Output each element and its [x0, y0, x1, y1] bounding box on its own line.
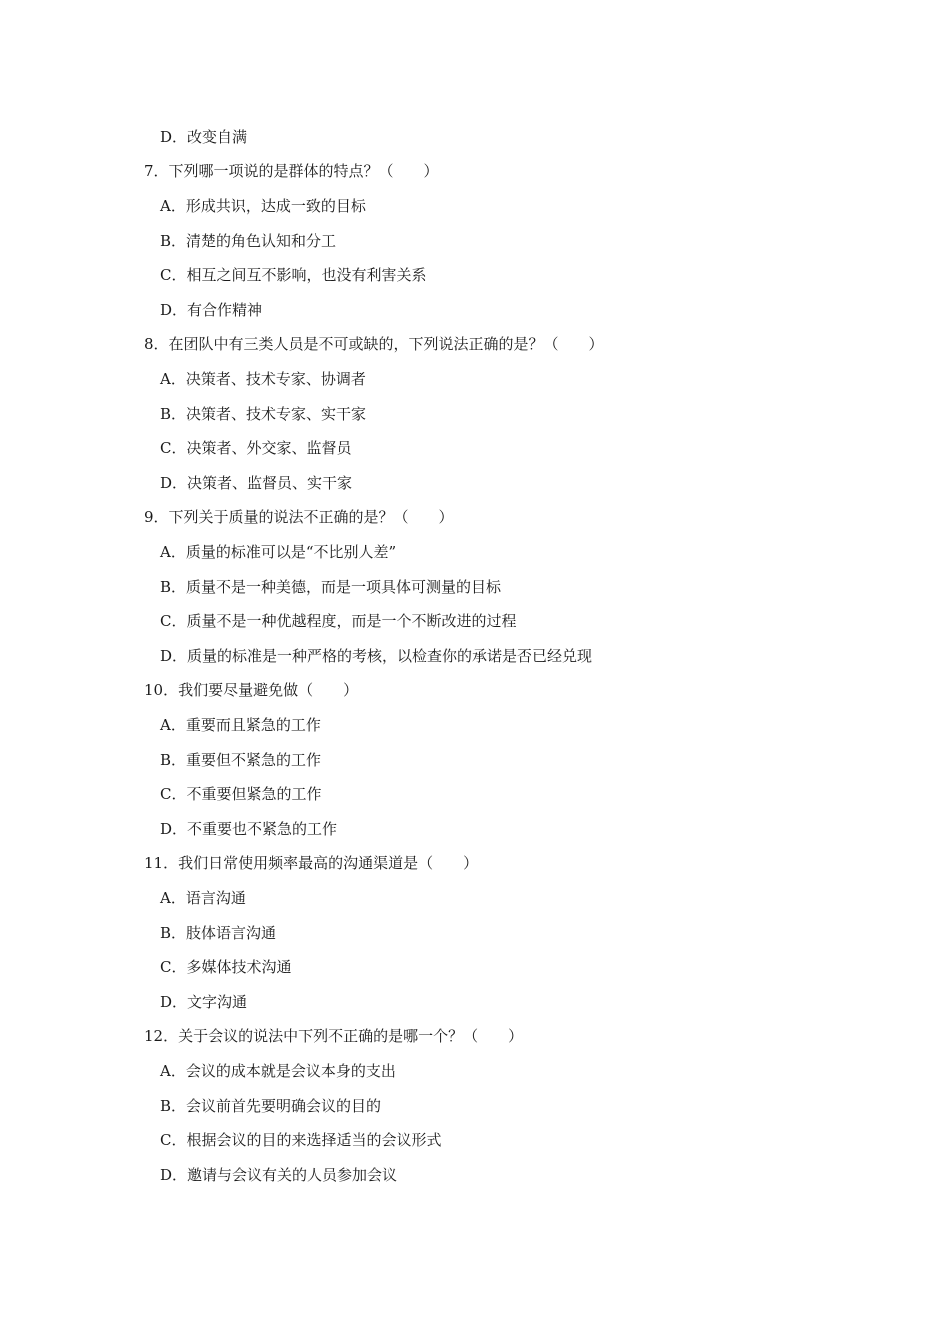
option-line: [160, 1130, 442, 1150]
option-line: [160, 715, 321, 735]
option-text: 形成共识，达成一致的目标: [185, 197, 366, 215]
option-line: [160, 992, 247, 1012]
option-letter: C．: [160, 958, 187, 976]
option-text: 决策者、技术专家、协调者: [185, 370, 366, 388]
option-text: 质量的标准是一种严格的考核，以检查你的承诺是否已经兑现: [187, 647, 593, 665]
option-letter: B．: [160, 751, 187, 769]
option-text: 邀请与会议有关的人员参加会议: [187, 1166, 398, 1184]
option-text: 质量不是一种美德，而是一项具体可测量的目标: [186, 578, 502, 596]
option-letter: A．: [160, 197, 186, 215]
option-text: 会议的成本就是会议本身的支出: [185, 1062, 396, 1080]
option-letter: C．: [160, 785, 187, 803]
option-text: 语言沟通: [185, 889, 246, 907]
option-text: 重要但不紧急的工作: [186, 751, 322, 769]
option-text: 根据会议的目的来选择适当的会议形式: [186, 1131, 442, 1149]
option-line: [160, 646, 592, 666]
option-line: [160, 231, 336, 251]
question-8: 8．在团队中有三类人员是不可或缺的，下列说法正确的是？（ ）: [144, 335, 604, 353]
option-letter: A．: [160, 716, 186, 734]
option-line: [160, 888, 246, 908]
option-letter: D．: [160, 301, 188, 319]
option-line: [160, 750, 321, 770]
option-line: [160, 473, 352, 493]
option-text: 质量的标准可以是“不比别人差”: [185, 543, 397, 561]
question-11: 11．我们日常使用频率最高的沟通渠道是（ ）: [144, 854, 479, 872]
option-letter: B．: [160, 924, 187, 942]
option-text: 相互之间互不影响，也没有利害关系: [186, 266, 427, 284]
option-line: [160, 923, 276, 943]
option-line: [160, 784, 322, 804]
option-line: [160, 611, 517, 631]
option-text: 有合作精神: [187, 301, 263, 319]
option-line: [160, 577, 501, 597]
option-letter: A．: [160, 889, 186, 907]
option-letter: C．: [160, 266, 187, 284]
option-line: [160, 265, 427, 285]
option-letter: C．: [160, 1131, 187, 1149]
option-letter: D．: [160, 1166, 188, 1184]
option-letter: D．: [160, 128, 188, 146]
option-line: [160, 127, 247, 147]
option-letter: B．: [160, 1097, 187, 1115]
option-letter: C．: [160, 439, 187, 457]
option-text: 清楚的角色认知和分工: [186, 232, 337, 250]
option-letter: B．: [160, 232, 187, 250]
option-line: [160, 542, 396, 562]
option-line: [160, 957, 292, 977]
option-letter: A．: [160, 1062, 186, 1080]
option-letter: A．: [160, 370, 186, 388]
option-letter: D．: [160, 993, 188, 1011]
option-letter: C．: [160, 612, 187, 630]
option-text: 重要而且紧急的工作: [185, 716, 321, 734]
option-text: 质量不是一种优越程度，而是一个不断改进的过程: [186, 612, 517, 630]
option-line: [160, 369, 366, 389]
option-line: [160, 404, 366, 424]
option-text: 决策者、监督员、实干家: [187, 474, 353, 492]
option-text: 文字沟通: [187, 993, 248, 1011]
question-10: 10．我们要尽量避免做（ ）: [144, 681, 359, 699]
option-text: 决策者、技术专家、实干家: [186, 405, 367, 423]
option-text: 改变自满: [187, 128, 248, 146]
question-7: 7．下列哪一项说的是群体的特点？（ ）: [144, 162, 439, 180]
option-text: 决策者、外交家、监督员: [186, 439, 352, 457]
option-letter: B．: [160, 405, 187, 423]
question-9: 9．下列关于质量的说法不正确的是？（ ）: [144, 508, 454, 526]
option-text: 肢体语言沟通: [186, 924, 277, 942]
option-letter: D．: [160, 647, 188, 665]
option-line: [160, 1165, 397, 1185]
option-letter: A．: [160, 543, 186, 561]
option-line: [160, 819, 337, 839]
option-letter: D．: [160, 474, 188, 492]
option-text: 会议前首先要明确会议的目的: [186, 1097, 382, 1115]
option-line: [160, 438, 352, 458]
option-line: [160, 300, 262, 320]
option-letter: B．: [160, 578, 187, 596]
question-12: 12．关于会议的说法中下列不正确的是哪一个？（ ）: [144, 1027, 524, 1045]
option-text: 多媒体技术沟通: [186, 958, 292, 976]
option-line: [160, 196, 366, 216]
option-letter: D．: [160, 820, 188, 838]
option-line: [160, 1061, 396, 1081]
option-line: [160, 1096, 381, 1116]
option-text: 不重要也不紧急的工作: [187, 820, 338, 838]
option-text: 不重要但紧急的工作: [186, 785, 322, 803]
